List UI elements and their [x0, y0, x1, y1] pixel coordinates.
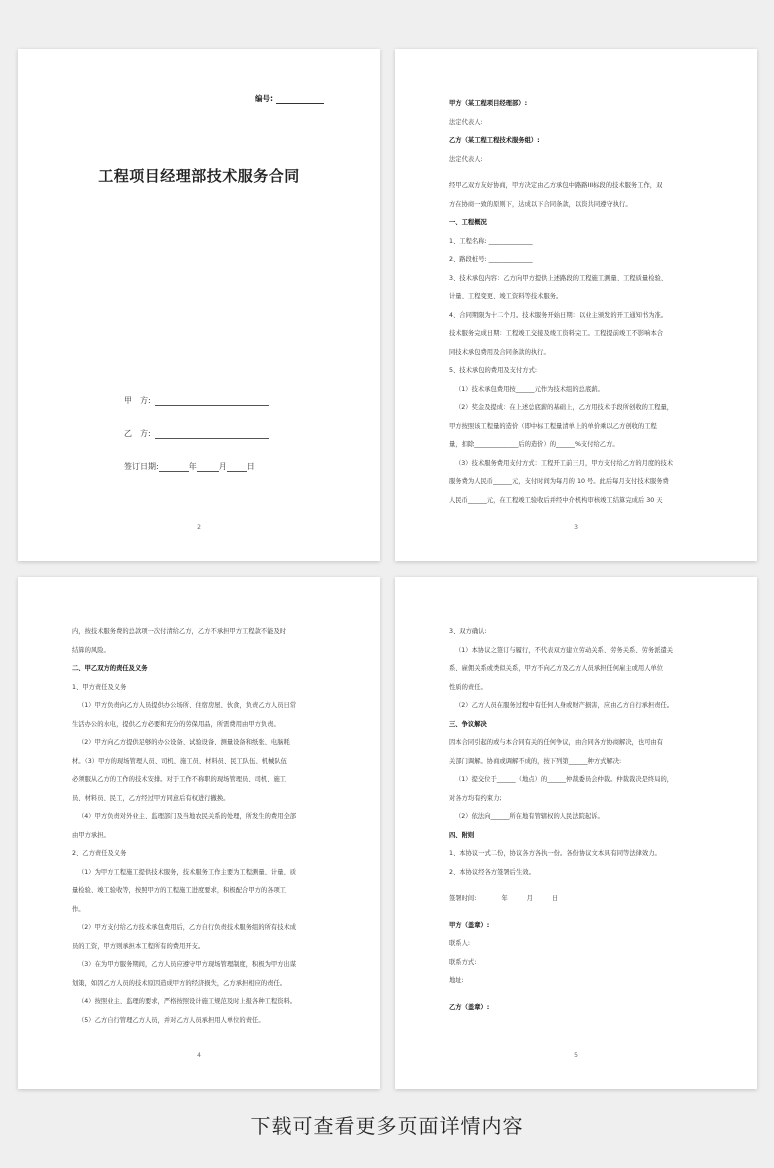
text-line: （2）甲方支付给乙方技术承包费用后，乙方自行负责技术服务组的所有技术成 [78, 924, 297, 931]
text-line: 划策，如因乙方人员的技术原因造成甲方的经济损失，乙方承担相应的责任。 [72, 979, 287, 987]
text-line: 量，扣除______________后的造价）的______%支付给乙方。 [449, 441, 619, 448]
text-line: 经甲乙双方友好协商，甲方决定由乙方承包中路路III标段的技术服务工作，双 [449, 182, 663, 189]
text-line: 联系方式: [449, 958, 477, 966]
document-page-4 [18, 577, 380, 1089]
text-line: 员、材料员、民工，乙方经过甲方同意后有权进行撤换。 [72, 794, 230, 802]
page-number: 5 [574, 1052, 578, 1059]
month-label: 月 [218, 462, 227, 471]
text-line: 甲方按照该工程量的造价（即中标工程量清单上的单价乘以乙方创收的工程 [449, 422, 657, 430]
page-body [449, 623, 705, 1017]
text-line: 1、本协议一式二份，协议各方各执一份。各份协议文本具有同等法律效力。 [449, 850, 661, 857]
text-line: 技术服务完成日期：工程竣工交接及竣工资料完工。工程提前竣工不影响本合 [449, 330, 664, 337]
text-line: 3、技术承包内容：乙方向甲方提供上述路段的工程施工测量、工程质量检验、 [449, 274, 668, 282]
document-page-5 [395, 577, 757, 1089]
party-a-row [124, 395, 269, 406]
text-line: （3）在为甲方服务期间，乙方人员应遵守甲方现场管理制度，积极为甲方出谋 [78, 961, 297, 968]
section-heading: 二、甲乙双方的责任及义务 [72, 665, 148, 672]
text-line: （2）甲方向乙方提供足够的办公设备、试验设备、测量设备和纸张、电脑耗 [78, 739, 290, 746]
text-line: 服务费为人民币______元，支付时间为每月的 10 号。此后每月支付技术服务费 [449, 478, 669, 485]
month-blank [197, 462, 219, 472]
text-line: 2、本协议经各方签署后生效。 [449, 868, 535, 876]
text-line: 2、乙方责任及义务 [72, 850, 127, 857]
document-page-3 [395, 49, 757, 561]
section-heading: 乙方（某工程工程技术服务组）: [449, 137, 540, 144]
text-line: 材。（3）甲方的现场管理人员、司机、施工员、材料员、民工队伍、机械队伍 [72, 757, 287, 765]
year-blank [159, 462, 189, 472]
text-line: （1）提交位于______（地点）的______仲裁委员会仲裁。仲裁裁决是终局的， [455, 776, 674, 783]
text-line: 法定代表人: [449, 155, 483, 163]
contract-number-field [255, 93, 324, 104]
text-line: 同技术承包费用及合同条款的执行。 [449, 348, 550, 356]
text-line: 内，按技术服务费的总款项一次付清给乙方，乙方不承担甲方工程款不能及时 [72, 628, 287, 635]
spacer [449, 882, 705, 890]
text-line: （1）甲方负责向乙方人员提供办公场所、住宿房屋、伙食，负责乙方人员日常 [78, 702, 297, 709]
spacer [449, 909, 705, 917]
party-b-label: 乙 方: [124, 429, 151, 438]
section-heading: 乙方（盖章）: [449, 1003, 490, 1011]
page-body [72, 623, 328, 1030]
text-line: 2、路段桩号: ______________ [449, 256, 533, 263]
party-a-blank [155, 396, 269, 406]
text-line: 系、雇佣关系或类似关系，甲方不向乙方及乙方人员承担任何雇主或用人单位 [449, 665, 664, 672]
sign-date-label: 签订日期: [124, 462, 159, 471]
text-line: 必须服从乙方的工作的技术安排。对于工作不称职的现场管理员、司机、施工 [72, 776, 287, 783]
text-line: 性质的责任。 [449, 683, 487, 691]
section-heading: 三、争议解决 [449, 720, 487, 728]
text-line: 作。 [72, 905, 85, 913]
page-number: 4 [197, 1052, 201, 1059]
text-line: 签署时间: 年 月 日 [449, 895, 559, 902]
text-line: （2）奖金及提成：在上述总底薪的基础上，乙方用技术手段所创收的工程量， [455, 404, 674, 411]
text-line: （1）为甲方工程施工提供技术服务，技术服务工作主要为工程测量、计量、质 [78, 868, 297, 876]
text-line: 对各方均有约束力; [449, 794, 502, 802]
text-line: 生活办公的水电，提供乙方必要和充分的劳保用品，所需费用由甲方负责。 [72, 720, 280, 728]
text-line: 5、技术承包的费用及支付方式: [449, 367, 537, 374]
section-heading: 四、附则 [449, 831, 475, 839]
text-line: 联系人: [449, 940, 471, 947]
text-line: 关部门调解。协商或调解不成的，按下列第______种方式解决: [449, 757, 622, 765]
day-blank [227, 462, 247, 472]
text-line: （3）技术服务费用支付方式：工程开工前三月，甲方支付给乙方的月度的技术 [455, 459, 674, 467]
text-line: 员的工资，甲方则承担本工程所有的费用开支。 [72, 942, 205, 950]
spacer [449, 991, 705, 999]
document-page-2 [18, 49, 380, 561]
contract-number-label: 编号: [255, 94, 273, 103]
page-number: 3 [574, 524, 578, 531]
sign-date-row [124, 461, 255, 472]
text-line: （2）依法向______所在地有管辖权的人民法院起诉。 [455, 813, 604, 820]
text-line: 1、甲方责任及义务 [72, 683, 127, 691]
page-number: 2 [197, 524, 201, 531]
text-line: 1、工程名称: ______________ [449, 237, 533, 245]
party-b-row [124, 428, 269, 439]
year-label: 年 [188, 462, 197, 471]
text-line: 4、合同期限为十二个月。技术服务开始日期：以业主颁发的开工通知书为准。 [449, 311, 668, 319]
contract-number-blank [276, 95, 324, 104]
text-line: （1）本协议之签订与履行，不代表双方建立劳动关系、劳务关系、劳务派遣关 [455, 646, 674, 654]
text-line: 地址: [449, 977, 464, 984]
section-heading: 一、工程概况 [449, 219, 487, 226]
party-a-label: 甲 方: [124, 396, 151, 405]
section-heading: 甲方（某工程项目经理部）: [449, 100, 528, 107]
text-line: 法定代表人: [449, 118, 483, 126]
text-line: 因本合同引起的或与本合同有关的任何争议，由合同各方协商解决，也可由有 [449, 739, 664, 746]
spacer [449, 169, 705, 177]
text-line: （1）技术承包费用按______元作为技术组的总底薪。 [455, 385, 604, 393]
text-line: （4）按照业主、监理的要求，严格按照设计施工规范及时上报各种工程资料。 [78, 998, 297, 1005]
text-line: 人民币______元，在工程竣工验收后并经中介机构审核竣工结算完成后 30 天 [449, 496, 663, 504]
text-line: 3、双方确认: [449, 628, 487, 635]
text-line: 计量、工程变更、竣工资料等技术服务。 [449, 293, 563, 300]
contract-title: 工程项目经理部技术服务合同 [98, 167, 300, 185]
page-body [449, 95, 705, 510]
text-line: （2）乙方人员在服务过程中有任何人身或财产损害，应由乙方自行承担责任。 [455, 702, 674, 709]
text-line: 由甲方承担。 [72, 831, 110, 839]
text-line: （5）乙方自行管理乙方人员，并对乙方人员承担用人单位的责任。 [78, 1016, 265, 1024]
section-heading: 甲方（盖章）: [449, 921, 490, 929]
party-b-blank [155, 429, 269, 439]
download-more-banner[interactable]: 下载可查看更多页面详情内容 [250, 1114, 524, 1138]
text-line: 方在协商一致的原则下，达成以下合同条款，以资共同遵守执行。 [449, 200, 632, 208]
day-label: 日 [246, 462, 255, 471]
text-line: 结算的风险。 [72, 646, 110, 654]
text-line: （4）甲方负责对外业主、监理部门及当地农民关系的处理，所发生的费用全部 [78, 813, 297, 820]
text-line: 量检验、竣工验收等，按照甲方的工程施工进度要求，积极配合甲方的各项工 [72, 887, 287, 894]
